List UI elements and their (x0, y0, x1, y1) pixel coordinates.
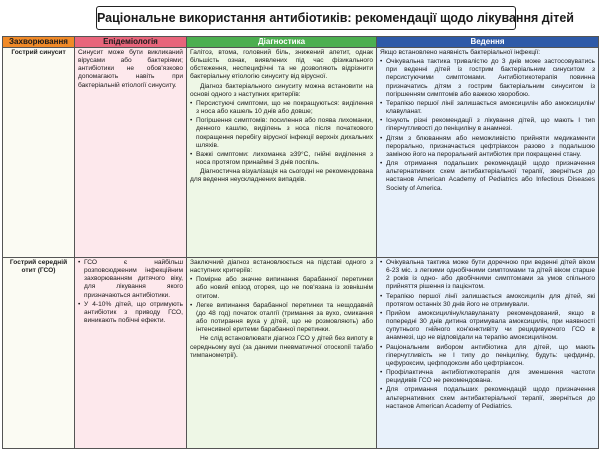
diagnostics-text: Галітоз, втома, головний біль, знижений апетит, однак більшість ознак, виявлених під час фізикального обстеження, неспецифічні та не дозволяють відрізнити бактеріальну етіологію синуситу від вірусної. (190, 49, 373, 81)
treatment-bullet: • Очікувальна тактика може бути доречною при веденні дітей віком 6-23 міс. з легкими однобічними симптомами та дітей віком старше 2 років із одно- або двобічними симптомами за умов спільного прийняття рішення із пацієнтом. (380, 259, 595, 292)
header-disease: Захворювання (3, 37, 75, 48)
disease-cell: Гострий середній отит (ГСО) (3, 258, 75, 449)
epidemiology-text: Синусит може бути викликаний вірусами або бактеріями; антибіотики не обов'язково допомагають навіть при бактеріальній етіології синуситу. (78, 49, 183, 89)
diagnostics-cell (187, 48, 377, 258)
treatment-bullet: • Для отримання подальших рекомендацій щодо призначення альтернативних схем антибактеріальної терапії, зверніться до настанов American Academy of Pediatrics. (380, 386, 595, 410)
diagnostics-bullet: • Важкі симптоми: лихоманка ≥39°C, гнійні виділення з носа протягом принаймні 3 днів поспіль. (190, 151, 373, 167)
treatment-text: Якщо встановлено наявність бактеріальної інфекції: (380, 49, 541, 56)
recommendations-table (2, 36, 599, 449)
diagnostics-bullet: • Погіршення симптомів: посилення або поява лихоманки, денного кашлю, виділень з носа після початкового покращення перебігу вірусної інфекції верхніх дихальних шляхів. (190, 117, 373, 150)
table-row (3, 258, 599, 449)
header-diagnostics: Діагностика (187, 37, 377, 48)
epidemiology-bullet: • ГСО є найбільш розповсюдженим інфекційним захворюванням дитячого віку, для лікування якого призначаються антибіотики. (78, 259, 183, 300)
treatment-bullet: • Профілактична антибіотикотерапія для зменшення частоти рецидивів ГСО не рекомендована. (380, 369, 595, 385)
treatment-cell (377, 48, 599, 258)
epidemiology-cell (75, 258, 187, 449)
page-title: Раціональне використання антибіотиків: рекомендації щодо лікування дітей (96, 6, 516, 30)
epidemiology-cell (75, 48, 187, 258)
table-header-row (3, 37, 599, 48)
treatment-bullet: • Раціональним вибором антибіотика для дітей, що мають гіперчутливість не І типу до пеніциліну, будуть: цефдинір, цефуроксим, цефподоксим або цефтріаксон. (380, 344, 595, 368)
treatment-cell (377, 258, 599, 449)
header-treatment: Ведення (377, 37, 599, 48)
diagnostics-bullet: • Помірне або значне випинання барабанної перетинки або новий епізод оторея, що не пов'язана із зовнішнім отитом. (190, 276, 373, 300)
epidemiology-bullet: • У 4-10% дітей, що отримують антибіотик з приводу ГСО, виникають побічні ефекти. (78, 301, 183, 325)
treatment-bullet: • Прийом амоксициліну/клавуланату рекомендований, якщо в попередні 30 днів дитина отримувала амоксицилін, при наявності супутнього гнійного кон'юнктивіту чи рецидивуючого ГСО в анамнезі, що не відповідали на терапію амоксициліном. (380, 310, 595, 343)
treatment-bullet: • Дітям з блюванням або неможливістю прийняти медикаменти перорально, призначається цефтріаксон разово з подальшою заміною його на пероральний антибіотик при покращенні стану. (380, 135, 595, 159)
treatment-bullet: • Існують різні рекомендації з лікування дітей, що мають І тип гіперчутливості до пеніциліну в анамнезі. (380, 117, 595, 133)
header-epidemiology: Епідеміологія (75, 37, 187, 48)
treatment-bullet: • Очікувальна тактика тривалістю до 3 днів може застосовуватись при веденні дітей із гострим бактеріальним синуситом з персистуючими симптомами. Антибіотикотерапія повинна призначатись дітям з гострим бактеріальним синуситом із погіршенням симптомів або важкою хворобою. (380, 58, 595, 99)
table-row (3, 48, 599, 258)
diagnostics-text: Діагноз бактеріального синуситу можна встановити на основі одного з наступних критеріїв: (190, 82, 373, 98)
treatment-bullet: • Для отримання подальших рекомендацій щодо призначення альтернативних схем антибактеріальної терапії, зверніться до настанов American Academy of Pediatrics або Infectious Diseases Society of America. (380, 160, 595, 193)
diagnostics-text: Діагностична візуалізація на сьогодні не рекомендована для ведення неускладнених випадків. (190, 168, 373, 184)
diagnostics-cell (187, 258, 377, 449)
treatment-bullet: • Терапією першої лінії залишається амоксицилін або амоксицилін/клавуланат. (380, 100, 595, 116)
diagnostics-bullet: • Легке випинання барабанної перетинки та нещодавній (до 48 год) початок оталгії (тримання за вухо, смикання або потирання вуха у дітей, що не розмовляють) або інтенсивної еритеми барабанної перетинки. (190, 302, 373, 335)
diagnostics-text: Заключний діагноз встановлюється на підставі одного з наступних критеріїв: (190, 259, 373, 275)
disease-cell: Гострий синусит (3, 48, 75, 258)
diagnostics-bullet: • Персистуючі симптоми, що не покращуються: виділення з носа або кашель 10 днів або довше; (190, 100, 373, 116)
treatment-bullet: • Терапією першої лінії залишається амоксицилін для дітей, які протягом останніх 30 днів його не отримували. (380, 293, 595, 309)
diagnostics-text: Не слід встановлювати діагноз ГСО у дітей без випоту в середньому вусі (за даними пневматичної отоскопії та/або тимпанометрії). (190, 335, 373, 359)
